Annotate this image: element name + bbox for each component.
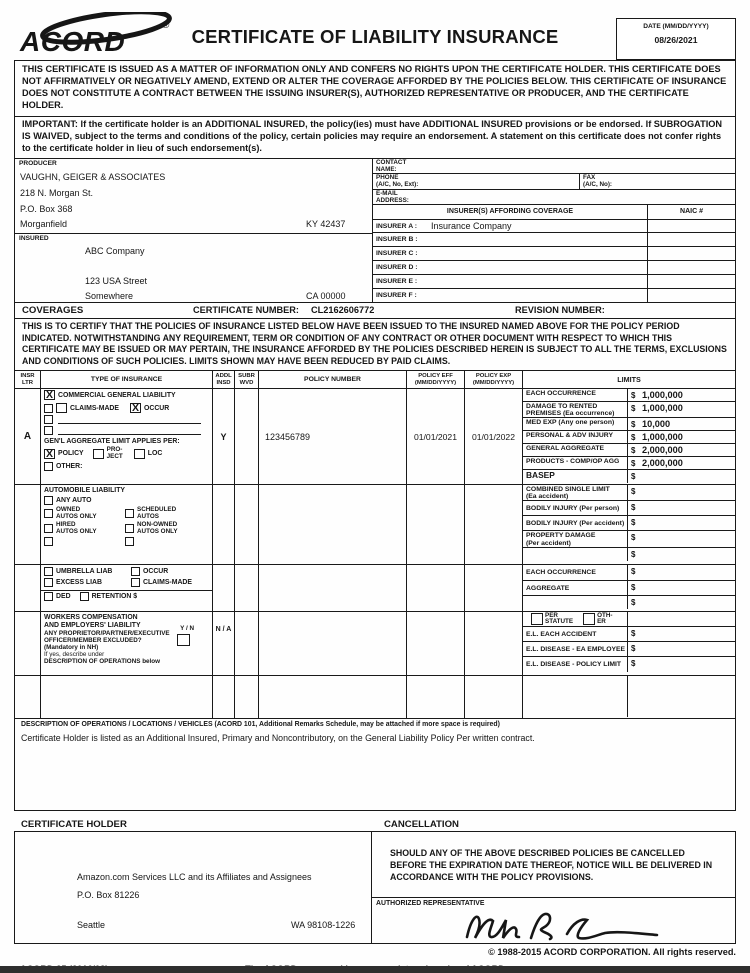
- wc-na-value: N / A: [213, 612, 235, 675]
- form-header: [14, 10, 736, 60]
- claims-made-label: CLAIMS-MADE: [70, 404, 119, 412]
- insurer-b-label: INSURER B :: [376, 236, 418, 244]
- auto-limits: COMBINED SINGLE LIMIT (Ea accident) $ BODILY INJURY (Per person) $ BODILY INJURY (Per accident) $ PROPERTY DAMAGE (Per accident) $ $: [523, 485, 735, 564]
- gl-addl-insd: Y: [213, 389, 235, 484]
- insurer-a-naic: [647, 220, 735, 233]
- umbrella-policy-number: [259, 565, 407, 611]
- cancellation-title: CANCELLATION: [384, 819, 459, 831]
- wc-line4: If yes, describe under: [44, 650, 105, 658]
- insurer-f-naic: [647, 289, 735, 303]
- acord-logo-text: ACORD: [20, 26, 126, 57]
- hired-autos-checkbox: [44, 524, 53, 533]
- copyright-text: © 1988-2015 ACORD CORPORATION. All rights reserved.: [488, 947, 736, 958]
- gl-policy-eff: 01/01/2021: [407, 389, 465, 484]
- umbrella-subr-wvd: [235, 565, 259, 611]
- scheduled-autos-label: SCHEDULED AUTOS: [137, 506, 177, 520]
- producer-box: [15, 159, 372, 233]
- umbrella-section: [15, 565, 735, 612]
- wc-insr-ltr: [15, 612, 41, 675]
- insurer-row-d: [373, 261, 735, 275]
- insurer-c-naic: [647, 247, 735, 260]
- insurer-b-naic: [647, 233, 735, 246]
- nonowned-autos-checkbox: [125, 524, 134, 533]
- wc-subr-wvd: [235, 612, 259, 675]
- umbrella-type-cell: [41, 565, 213, 611]
- insured-street: 123 USA Street: [85, 275, 148, 286]
- per-statute-checkbox: [531, 613, 543, 625]
- coverage-table: [14, 371, 736, 719]
- contact-insurers-column: [373, 159, 735, 303]
- blank-limits: [523, 676, 735, 718]
- blank-coverage-row: [15, 676, 735, 718]
- holder-name: Amazon.com Services LLC and its Affiliates and Assignees: [77, 872, 312, 883]
- registered-mark: ®: [162, 20, 170, 31]
- occur-checkbox: X: [131, 402, 139, 415]
- gl-blank-checkbox-2: [44, 415, 53, 424]
- description-text: Certificate Holder is listed as an Additional Insured, Primary and Noncontributory, on the General Liability Policy Per written contract.: [21, 733, 535, 744]
- phone-label: PHONE (A/C, No, Ext):: [376, 173, 419, 188]
- wc-limits: PER STATUTE OTH- ER E.L. EACH ACCIDENT $ E.L. DISEASE - EA EMPLOYEE $ E.L. DISEASE - POLICY LIMIT $: [523, 612, 735, 675]
- coverages-title: COVERAGES: [22, 305, 84, 317]
- policy-checkbox: X: [45, 447, 53, 460]
- col-addl-insd: ADDL INSD: [213, 371, 235, 388]
- claims-made-checkbox: [56, 403, 67, 413]
- auto-liability-section: [15, 485, 735, 565]
- insured-city: Somewhere: [85, 290, 134, 301]
- limit-personal-adv: 1,000,000: [642, 432, 683, 443]
- wc-policy-eff: [407, 612, 465, 675]
- insurer-row-b: [373, 233, 735, 247]
- certificate-holder-box: [14, 832, 372, 944]
- auto-title: AUTOMOBILE LIABILITY: [44, 487, 126, 495]
- insurer-e-label: INSURER E :: [376, 277, 418, 285]
- gl-aggregate-title: GEN'L AGGREGATE LIMIT APPLIES PER:: [44, 438, 180, 446]
- umbrella-liab-label: UMBRELLA LIAB: [56, 568, 113, 576]
- commercial-gl-label: COMMERCIAL GENERAL LIABILITY: [58, 391, 176, 399]
- holder-city: Seattle: [77, 920, 106, 931]
- wc-type-cell: [41, 612, 213, 675]
- insurer-a-label: INSURER A :: [376, 222, 418, 230]
- other-er-checkbox: [583, 613, 595, 625]
- wc-line5: DESCRIPTION OF OPERATIONS below: [44, 657, 161, 665]
- insured-box: [15, 233, 372, 303]
- certificate-number-label: CERTIFICATE NUMBER:: [193, 305, 299, 316]
- date-box: [616, 18, 736, 60]
- auto-policy-eff: [407, 485, 465, 564]
- umbrella-claims-label: CLAIMS-MADE: [143, 579, 192, 587]
- insurers-header-row: [373, 205, 735, 220]
- producer-name: VAUGHN, GEIGER & ASSOCIATES: [20, 171, 166, 182]
- auto-policy-exp: [465, 485, 523, 564]
- scheduled-autos-checkbox: [125, 509, 134, 518]
- other-er-label: OTH- ER: [597, 611, 613, 626]
- umbrella-liab-checkbox: [44, 567, 53, 576]
- insurer-row-f: [373, 289, 735, 303]
- auto-blank-checkbox-2: [125, 537, 134, 546]
- date-value: 08/26/2021: [654, 35, 698, 45]
- insurer-d-label: INSURER D :: [376, 264, 418, 272]
- cancellation-text: SHOULD ANY OF THE ABOVE DESCRIBED POLICIES BE CANCELLED BEFORE THE EXPIRATION DATE THEREOF, NOTICE WILL BE DELIVERED IN ACCORDANCE WITH THE POLICY PROVISIONS.: [372, 832, 735, 898]
- umbrella-addl-insd: [213, 565, 235, 611]
- insurer-d-value: [431, 261, 647, 274]
- limit-products-compop: 2,000,000: [642, 458, 683, 469]
- gl-blank-line-1: [58, 415, 201, 424]
- authorized-representative-label: AUTHORIZED REPRESENTATIVE: [376, 900, 485, 908]
- gl-limits: EACH OCCURRENCE $ 1,000,000 DAMAGE TO RENTED PREMISES (Ea occurrence) $ 1,000,000 MED EXP (Any one person) $ 10,000 PERSONAL & ADV INJURY $ 1,000,000 GENERAL AGGREGATE $ 2,000,000 PRODUCTS - COMP/OP AGG $ 2,000,000 BASEP $: [523, 389, 735, 484]
- col-insr-ltr: INSR LTR: [15, 371, 41, 388]
- project-checkbox: [93, 449, 104, 459]
- wc-yn-label: Y / N: [180, 625, 194, 633]
- revision-number-label: REVISION NUMBER:: [515, 305, 605, 316]
- insurer-row-e: [373, 275, 735, 289]
- wc-policy-number: [259, 612, 407, 675]
- insurer-f-value: [431, 289, 647, 303]
- certify-statement: THIS IS TO CERTIFY THAT THE POLICIES OF INSURANCE LISTED BELOW HAVE BEEN ISSUED TO THE INSURED NAMED ABOVE FOR THE POLICY PERIOD INDICATED. NOTWITHSTANDING ANY REQUIREMENT, TERM OR CONDITION OF ANY CONTRACT OR OTHER DOCUMENT WITH RESPECT TO WHICH THIS CERTIFICATE MAY BE ISSUED OR MAY PERTAIN, THE INSURANCE AFFORDED BY THE POLICIES DESCRIBED HEREIN IS SUBJECT TO ALL THE TERMS, EXCLUSIONS AND CONDITIONS OF SUCH POLICIES. LIMITS SHOWN MAY HAVE BEEN REDUCED BY PAID CLAIMS.: [14, 319, 736, 371]
- ded-label: DED: [56, 593, 71, 601]
- limit-med-exp: 10,000: [642, 419, 671, 430]
- insurer-row-a: [373, 220, 735, 234]
- insurer-d-naic: [647, 261, 735, 274]
- auto-type-cell: [41, 485, 213, 564]
- phone-fax-row: [373, 174, 735, 190]
- umbrella-occur-label: OCCUR: [143, 568, 169, 576]
- commercial-gl-checkbox: X: [45, 389, 53, 402]
- auto-blank-checkbox-1: [44, 537, 53, 546]
- limit-general-aggregate: 2,000,000: [642, 445, 683, 456]
- email-label: E-MAIL ADDRESS:: [376, 189, 409, 204]
- contact-name-row: [373, 159, 735, 174]
- date-label: DATE (MM/DD/YYYY): [643, 23, 709, 30]
- wc-line3: (Mandatory in NH): [44, 643, 99, 651]
- insurer-e-naic: [647, 275, 735, 288]
- hired-autos-label: HIRED AUTOS ONLY: [56, 521, 97, 535]
- excess-liab-label: EXCESS LIAB: [56, 579, 102, 587]
- ded-checkbox: [44, 592, 53, 601]
- fax-label: FAX (A/C, No):: [579, 174, 735, 189]
- holder-cancellation-section: [14, 818, 736, 944]
- col-policy-eff: POLICY EFF (MM/DD/YYYY): [407, 371, 465, 388]
- insurers-affording-header: INSURER(S) AFFORDING COVERAGE: [446, 207, 574, 215]
- producer-contact-section: [14, 159, 736, 304]
- gl-policy-exp: 01/01/2022: [465, 389, 523, 484]
- limit-damage-rented: 1,000,000: [642, 403, 683, 414]
- nonowned-autos-label: NON-OWNED AUTOS ONLY: [137, 521, 178, 535]
- insurer-b-value: [431, 233, 647, 246]
- insured-label: INSURED: [19, 234, 49, 242]
- workers-comp-section: [15, 612, 735, 676]
- umbrella-occur-checkbox: [131, 567, 140, 576]
- insurer-c-label: INSURER C :: [376, 250, 418, 258]
- policy-label: POLICY: [58, 450, 84, 458]
- coverages-bar: [14, 303, 736, 319]
- gl-blank-checkbox-3: [44, 426, 53, 435]
- gl-blank-line-2: [58, 426, 201, 435]
- cancellation-box: [372, 832, 736, 944]
- gl-blank-checkbox-1: [44, 404, 53, 413]
- producer-city: Morganfield: [20, 218, 68, 229]
- col-policy-exp: POLICY EXP (MM/DD/YYYY): [465, 371, 523, 388]
- limit-each-occurrence: 1,000,000: [642, 390, 683, 401]
- table-header-row: [15, 371, 735, 389]
- retention-checkbox: [80, 592, 89, 601]
- loc-checkbox: [134, 449, 145, 459]
- important-notice-text: IMPORTANT: If the certificate holder is an ADDITIONAL INSURED, the policy(ies) must have ADDITIONAL INSURED provisions or be endorsed. If SUBROGATION IS WAIVED, subject to the terms and conditions of the policy, certain policies may require an endorsement. A statement on this certificate does not confer rights to the certificate holder in lieu of such endorsement(s).: [14, 117, 736, 159]
- holder-po-box: P.O. Box 81226: [77, 890, 140, 901]
- owned-autos-label: OWNED AUTOS ONLY: [56, 506, 97, 520]
- producer-address2: P.O. Box 368: [20, 203, 73, 214]
- insured-state-zip: CA 00000: [306, 290, 346, 301]
- general-liability-section: [15, 389, 735, 485]
- per-statute-row: [523, 612, 735, 627]
- umbrella-insr-ltr: [15, 565, 41, 611]
- col-subr-wvd: SUBR WVD: [235, 371, 259, 388]
- producer-label: PRODUCER: [19, 159, 57, 167]
- wc-title-line2: AND EMPLOYERS' LIABILITY: [44, 621, 141, 629]
- wc-title-line1: WORKERS COMPENSATION: [44, 614, 138, 622]
- description-header: DESCRIPTION OF OPERATIONS / LOCATIONS / VEHICLES (ACORD 101, Additional Remarks Schedule, may be attached if more space is required): [21, 721, 500, 729]
- auto-insr-ltr: [15, 485, 41, 564]
- umbrella-claims-checkbox: [131, 578, 140, 587]
- insurer-a-value: Insurance Company: [431, 221, 512, 232]
- certificate-holder-title: CERTIFICATE HOLDER: [21, 819, 127, 831]
- scan-edge-strip: [0, 966, 750, 973]
- insurer-row-c: [373, 247, 735, 261]
- auto-subr-wvd: [235, 485, 259, 564]
- loc-label: LOC: [147, 450, 163, 458]
- other-label: OTHER:: [56, 463, 83, 471]
- umbrella-policy-exp: [465, 565, 523, 611]
- per-statute-label: PER STATUTE: [545, 611, 574, 626]
- any-auto-label: ANY AUTO: [56, 497, 92, 505]
- wc-line2: OFFICER/MEMBER EXCLUDED?: [44, 636, 142, 644]
- disclaimer-text: THIS CERTIFICATE IS ISSUED AS A MATTER OF INFORMATION ONLY AND CONFERS NO RIGHTS UPON THE CERTIFICATE HOLDER. THIS CERTIFICATE DOES NOT AFFIRMATIVELY OR NEGATIVELY AMEND, EXTEND OR ALTER THE COVERAGE AFFORDED BY THE POLICIES BELOW. THIS CERTIFICATE OF INSURANCE DOES NOT CONSTITUTE A CONTRACT BETWEEN THE ISSUING INSURER(S), AUTHORIZED REPRESENTATIVE OR PRODUCER, AND THE CERTIFICATE HOLDER.: [14, 60, 736, 117]
- insurer-f-label: INSURER F :: [376, 291, 417, 299]
- page-title: CERTIFICATE OF LIABILITY INSURANCE: [191, 26, 559, 47]
- other-checkbox: [44, 462, 53, 471]
- excess-liab-checkbox: [44, 578, 53, 587]
- any-auto-checkbox: [44, 496, 53, 505]
- naic-header: NAIC #: [647, 205, 735, 219]
- email-row: [373, 190, 735, 205]
- wc-excluded-checkbox: [177, 634, 190, 646]
- certificate-number-value: CL2162606772: [311, 305, 375, 316]
- contact-name-label: CONTACT NAME:: [376, 158, 407, 173]
- insurer-c-value: [431, 247, 647, 260]
- description-of-operations: [14, 719, 736, 811]
- auto-addl-insd: [213, 485, 235, 564]
- gl-subr-wvd: [235, 389, 259, 484]
- wc-line1: ANY PROPRIETOR/PARTNER/EXECUTIVE: [44, 629, 170, 637]
- producer-insured-column: [15, 159, 373, 303]
- holder-state-zip: WA 98108-1226: [291, 920, 356, 931]
- umbrella-limits: EACH OCCURRENCE $ AGGREGATE $ $: [523, 565, 735, 611]
- gl-type-cell: [41, 389, 213, 484]
- project-label: PRO- JECT: [106, 446, 123, 460]
- umbrella-policy-eff: [407, 565, 465, 611]
- insured-name: ABC Company: [85, 245, 145, 256]
- occur-label: OCCUR: [144, 404, 170, 412]
- owned-autos-checkbox: [44, 509, 53, 518]
- retention-label: RETENTION $: [91, 593, 138, 601]
- col-type: TYPE OF INSURANCE: [41, 371, 213, 388]
- producer-state-zip: KY 42437: [306, 218, 346, 229]
- gl-policy-number: 123456789: [259, 389, 407, 484]
- signature-icon: [439, 907, 669, 943]
- signature-area: [372, 907, 735, 943]
- col-limits: LIMITS: [617, 375, 641, 385]
- auto-policy-number: [259, 485, 407, 564]
- insurer-e-value: [431, 275, 647, 288]
- col-policy-number: POLICY NUMBER: [259, 371, 407, 388]
- gl-insr-ltr: A: [15, 389, 41, 484]
- wc-policy-exp: [465, 612, 523, 675]
- producer-address1: 218 N. Morgan St.: [20, 187, 94, 198]
